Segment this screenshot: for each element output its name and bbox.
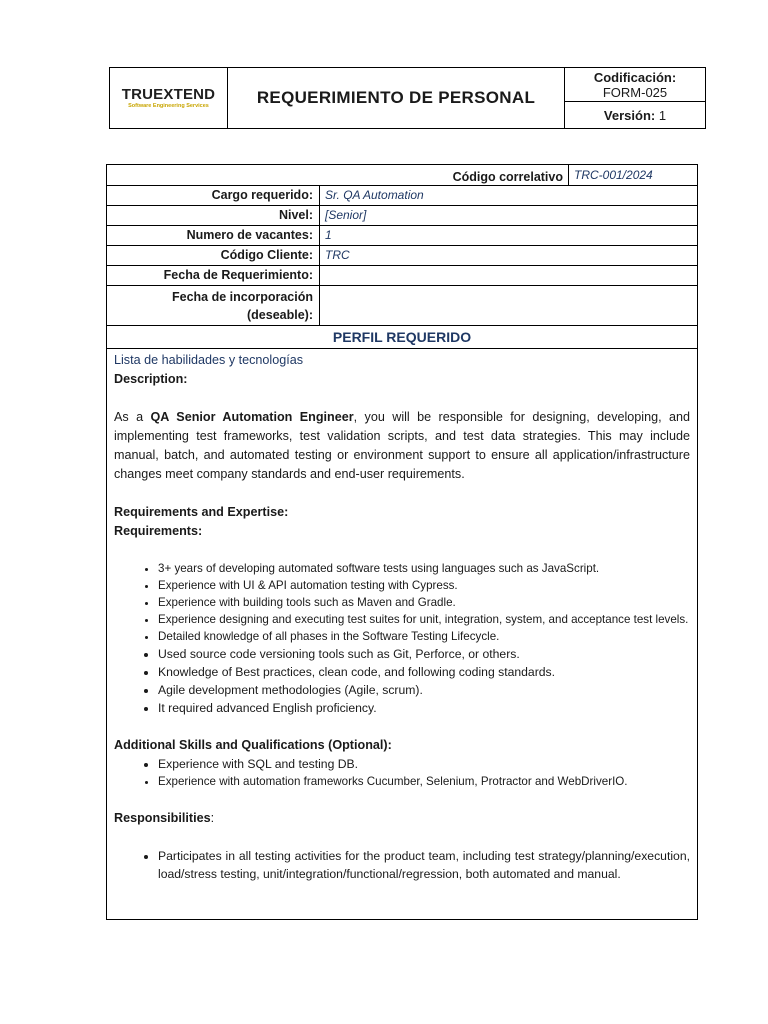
list-item: • Experience with UI & API automation testing with Cypress. — [158, 577, 690, 594]
fecha-incorporacion-value[interactable] — [320, 286, 697, 325]
vacantes-label: Numero de vacantes: — [107, 226, 320, 245]
list-item: • It required advanced English proficiency. — [158, 699, 690, 717]
list-item: • Experience with building tools such as Maven and Gradle. — [158, 594, 690, 611]
document-header — [109, 67, 706, 129]
role-name: QA Senior Automation Engineer — [150, 410, 354, 424]
cargo-value[interactable]: Sr. QA Automation — [325, 188, 424, 202]
nivel-value[interactable]: [Senior] — [325, 208, 367, 222]
fecha-requerimiento-label: Fecha de Requerimiento: — [107, 266, 320, 285]
description-heading: Description: — [114, 372, 188, 386]
list-item: • Experience with SQL and testing DB. — [158, 755, 690, 773]
cliente-label: Código Cliente: — [107, 246, 320, 265]
additional-heading: Additional Skills and Qualifications (Optional): — [114, 738, 392, 752]
fecha-requerimiento-value[interactable] — [320, 266, 697, 285]
cliente-value[interactable]: TRC — [325, 248, 350, 262]
document-meta — [565, 68, 705, 128]
list-item: • Experience designing and executing test suites for unit, integration, system, and acceptance test levels. — [158, 611, 690, 628]
req-expertise-heading: Requirements and Expertise: — [114, 505, 289, 519]
cliente-row — [107, 246, 697, 266]
vacantes-value[interactable]: 1 — [325, 228, 332, 242]
description-text: As a QA Senior Automation Engineer, you will be responsible for designing, developing, and implementing test frameworks, test validation scripts, and test data strategies. This may include manual, batch, and automated testing or environment support to ensure all application/infrastructure changes meet company standards and end-user requirements. — [114, 410, 691, 481]
logo-subtitle: Software Engineering Services — [128, 102, 209, 109]
logo-text: TRUEXTEND — [121, 85, 216, 103]
list-item: • Knowledge of Best practices, clean code, and following coding standards. — [158, 663, 690, 681]
codigo-correlativo-row — [107, 165, 697, 186]
perfil-body — [107, 349, 697, 919]
fecha-incorporacion-label — [107, 286, 320, 325]
codificacion-value: FORM-025 — [602, 84, 668, 100]
list-item: • 3+ years of developing automated software tests using languages such as JavaScript. — [158, 560, 690, 577]
version-value: 1 — [658, 107, 667, 123]
perfil-intro: Lista de habilidades y tecnologías — [114, 353, 304, 367]
list-item: • Participates in all testing activities for the product team, including test strategy/planning/execution, load/stress testing, unit/integration/functional/regression, both automated and manual. — [158, 847, 690, 883]
responsibilities-heading-line: Responsibilities: — [114, 811, 215, 825]
version-cell — [565, 102, 705, 128]
nivel-label: Nivel: — [107, 206, 320, 225]
codificacion-label: Codificación: — [593, 69, 677, 85]
nivel-row — [107, 206, 697, 226]
version-label: Versión: — [603, 107, 656, 123]
vacantes-row — [107, 226, 697, 246]
fecha-incorporacion-label-line2: (deseable): — [247, 308, 313, 322]
fecha-incorporacion-label-line1: Fecha de incorporación — [171, 290, 313, 304]
codificacion-cell — [565, 68, 705, 102]
fecha-incorporacion-row — [107, 286, 697, 326]
additional-list — [114, 755, 690, 790]
codigo-correlativo-label: Código correlativo — [107, 165, 569, 185]
responsibilities-heading: Responsibilities — [114, 811, 211, 825]
document-title: REQUERIMIENTO DE PERSONAL — [228, 68, 565, 128]
codigo-correlativo-value[interactable]: TRC-001/2024 — [574, 168, 653, 182]
list-item: • Experience with automation frameworks Cucumber, Selenium, Protractor and WebDriverIO. — [158, 773, 690, 790]
fecha-requerimiento-row — [107, 266, 697, 286]
list-item: • Detailed knowledge of all phases in the Software Testing Lifecycle. — [158, 628, 690, 645]
list-item: • Agile development methodologies (Agile, scrum). — [158, 681, 690, 699]
requirement-form — [106, 164, 698, 920]
cargo-row — [107, 186, 697, 206]
company-logo — [110, 68, 228, 128]
cargo-label: Cargo requerido: — [107, 186, 320, 205]
list-item: • Used source code versioning tools such as Git, Perforce, or others. — [158, 645, 690, 663]
responsibilities-list — [114, 847, 690, 883]
requirements-heading: Requirements: — [114, 524, 203, 538]
perfil-section-title: PERFIL REQUERIDO — [107, 326, 697, 349]
requirements-list — [114, 560, 690, 717]
